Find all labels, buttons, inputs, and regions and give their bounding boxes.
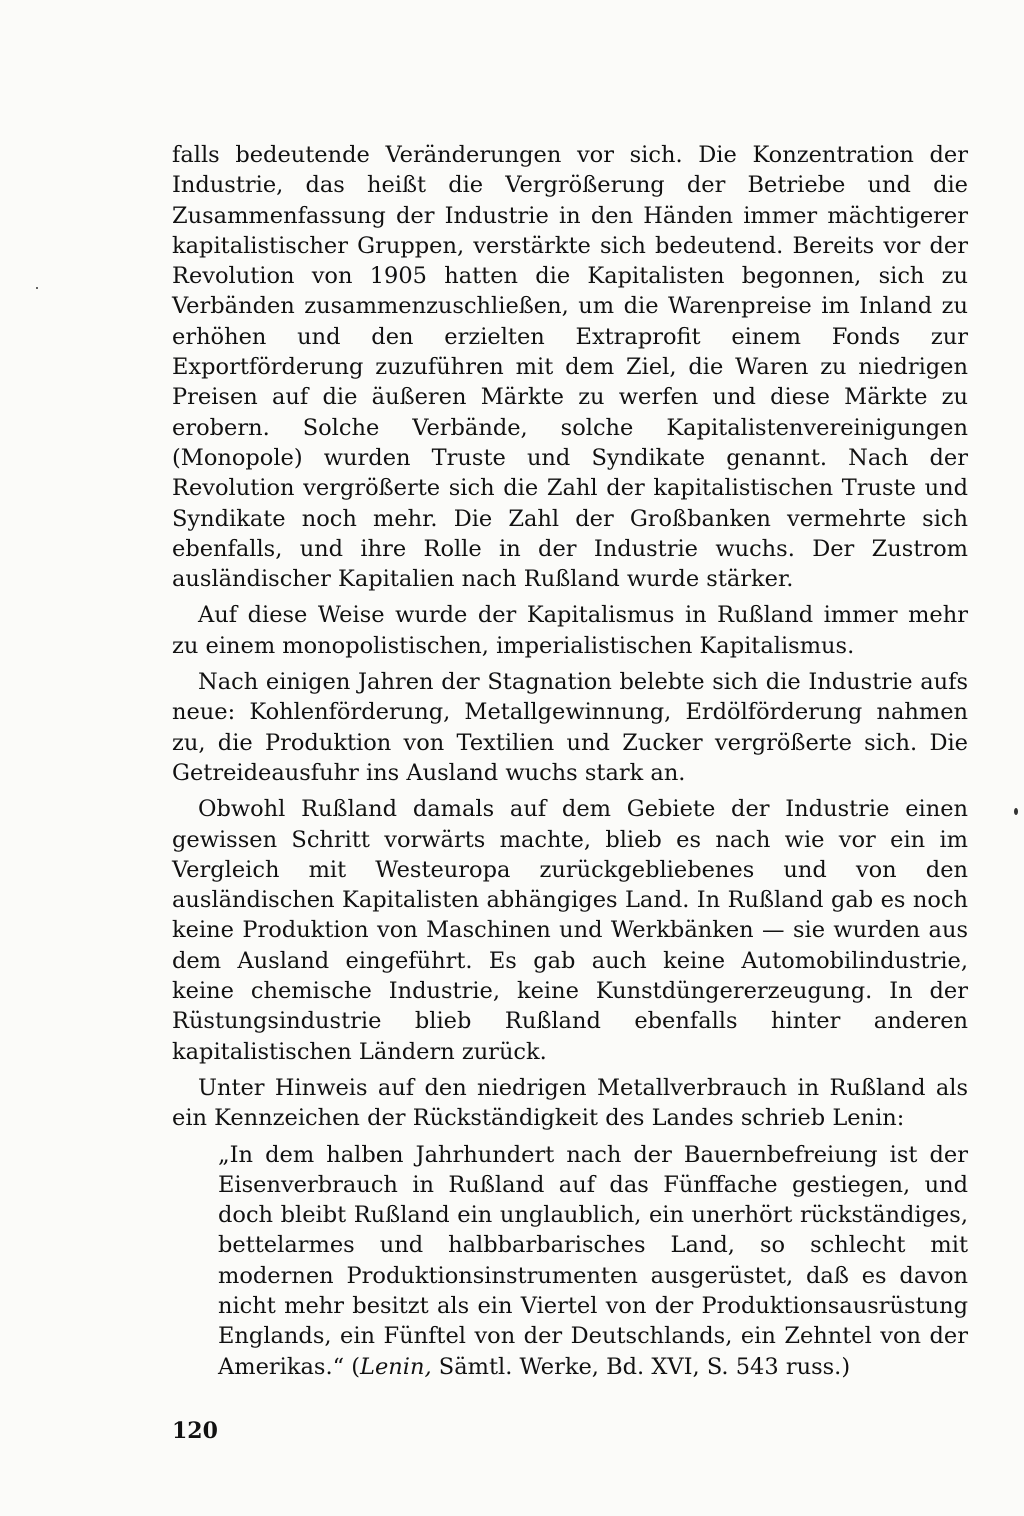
scan-speck [36,287,38,289]
paragraph-3: Nach einigen Jahren der Stagnation belebte sich die Industrie aufs neue: Kohlenförderung, Metallgewinnung, Erdölförderung nahmen zu, die Produktion von Textilien und Zucker vergrößerte sich. Die Getreideausfuhr ins Ausland wuchs stark an. [172,669,968,786]
citation-author: Lenin, [360,1353,432,1380]
citation-source: Sämtl. Werke, Bd. XVI, S. 543 russ.) [431,1353,851,1380]
scan-speck [1014,808,1018,815]
paragraph-2: Auf diese Weise wurde der Kapitalismus in Rußland immer mehr zu einem monopolistischen, imperialistischen Kapitalismus. [172,602,968,659]
body-text [172,140,968,1382]
page-number: 120 [172,1418,218,1444]
quote-text: „In dem halben Jahrhundert nach der Bauernbefreiung ist der Eisenverbrauch in Rußland auf das Fünffache gestiegen, und doch bleibt Rußland ein unglaublich, ein unerhört rückständiges, bettelarmes und halbbarbarisches Land, so schlecht mit modernen Produktionsinstrumenten ausgerüstet, daß es davon nicht mehr besitzt als ein Viertel von der Produktionsausrüstung Englands, ein Fünftel von der Deutschlands, ein Zehntel von der Amerikas.“ [218,1141,968,1380]
citation-open: ( [351,1353,361,1380]
paragraph-1: falls bedeutende Veränderungen vor sich. Die Konzentration der Industrie, das heißt die Vergrößerung der Betriebe und die Zusammenfassung der Industrie in den Händen immer mächtigerer kapitalistischer Gruppen, verstärkte sich bedeutend. Bereits vor der Revolution von 1905 hatten die Kapitalisten begonnen, sich zu Verbänden zusammenzuschließen, um die Warenpreise im Inland zu erhöhen und den erzielten Extraprofit einem Fonds zur Exportförderung zuzuführen mit dem Ziel, die Waren zu niedrigen Preisen auf die äußeren Märkte zu werfen und diese Märkte zu erobern. Solche Verbände, solche Kapitalistenvereinigungen (Monopole) wurden Truste und Syndikate genannt. Nach der Revolution vergrößerte sich die Zahl der kapitalistischen Truste und Syndikate noch mehr. Die Zahl der Großbanken vermehrte sich ebenfalls, und ihre Rolle in der Industrie wuchs. Der Zustrom ausländischer Kapitalien nach Rußland wurde stärker. [172,142,968,593]
paragraph-5: Unter Hinweis auf den niedrigen Metallverbrauch in Rußland als ein Kennzeichen der Rückständigkeit des Landes schrieb Lenin: [172,1074,968,1132]
lenin-quote [218,1140,968,1382]
paragraph-4: Obwohl Rußland damals auf dem Gebiete der Industrie einen gewissen Schritt vorwärts machte, blieb es nach wie vor ein im Vergleich mit Westeuropa zurückgebliebenes und von den ausländischen Kapitalisten abhängiges Land. In Rußland gab es noch keine Produktion von Maschinen und Werkbänken — sie wurden aus dem Ausland eingeführt. Es gab auch keine Automobilindustrie, keine chemische Industrie, keine Kunstdüngererzeugung. In der Rüstungsindustrie blieb Rußland ebenfalls hinter anderen kapitalistischen Ländern zurück. [172,796,968,1065]
